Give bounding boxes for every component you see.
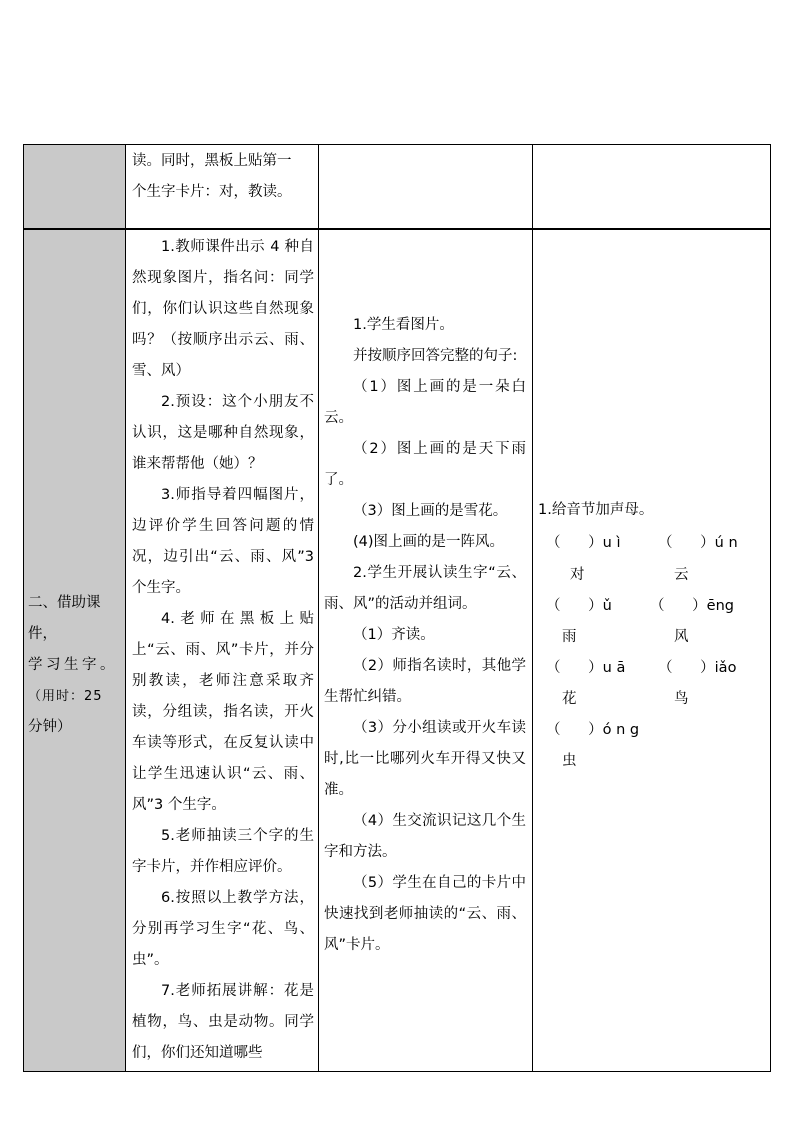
teacher-paragraph: 7.老师拓展讲解：花是植物，鸟、虫是动物。同学们，你们还知道哪些 bbox=[132, 983, 314, 1061]
student-paragraph: （2）师指名读时，其他学生帮忙纠错。 bbox=[324, 658, 526, 705]
stage-line: 分钟） bbox=[28, 719, 72, 735]
hanzi-char: 花 bbox=[562, 691, 577, 707]
student-paragraph: （1）齐读。 bbox=[353, 627, 435, 643]
table-border-top bbox=[23, 144, 771, 145]
hanzi-char: 雨 bbox=[562, 629, 577, 645]
table-column-divider bbox=[532, 144, 533, 1072]
teacher-line: 个生字卡片：对，教读。 bbox=[132, 184, 292, 200]
pinyin-blank: （ ）ǔ bbox=[546, 598, 612, 614]
table-column-divider bbox=[125, 144, 126, 1072]
hanzi-char: 云 bbox=[674, 567, 689, 583]
hanzi-char: 风 bbox=[674, 629, 689, 645]
student-paragraph: （5）学生在自己的卡片中快速找到老师抽读的“云、雨、风”卡片。 bbox=[324, 875, 526, 953]
teacher-paragraph: 3.师指导着四幅图片，边评价学生回答问题的情况，边引出“云、雨、风”3 个生字。 bbox=[132, 487, 314, 596]
teacher-activities bbox=[132, 232, 314, 1070]
stage-label bbox=[28, 588, 124, 743]
table-column-divider bbox=[318, 144, 319, 1072]
table-border-bottom bbox=[23, 1071, 771, 1072]
pinyin-blank: （ ）ú n bbox=[658, 535, 738, 551]
student-paragraph: （3）图上画的是雪花。 bbox=[353, 503, 508, 519]
student-paragraph: （2）图上画的是天下雨了。 bbox=[324, 441, 526, 488]
table-border-left bbox=[23, 144, 24, 1072]
teacher-paragraph: 6.按照以上教学方法，分别再学习生字“花、鸟、虫”。 bbox=[132, 890, 314, 968]
pinyin-blank: （ ）u ì bbox=[546, 535, 621, 551]
teacher-paragraph: 2.预设：这个小朋友不认识，这是哪种自然现象，谁来帮帮他（她）？ bbox=[132, 394, 314, 472]
stage-cell-row1 bbox=[24, 145, 125, 228]
pinyin-blank: （ ）u ā bbox=[546, 660, 626, 676]
teacher-line: 读。同时，黑板上贴第一 bbox=[132, 153, 292, 169]
student-paragraph: （3）分小组读或开火车读时,比一比哪列火车开得又快又准。 bbox=[324, 720, 526, 798]
teacher-paragraph: 4.老师在黑板上贴上“云、雨、风”卡片，并分别教读，老师注意采取齐读，分组读，指名读，开火车读等形式，在反复认读中让学生迅速认识“云、雨、风”3 个生字。 bbox=[132, 611, 314, 813]
pinyin-blank: （ ）ēng bbox=[650, 598, 734, 614]
stage-line: 学习生字。 bbox=[28, 657, 118, 673]
stage-line: 二、借助课件， bbox=[28, 595, 101, 642]
pinyin-blank: （ ）iǎo bbox=[658, 660, 737, 676]
teacher-paragraph: 5.老师抽读三个字的生字卡片，并作相应评价。 bbox=[132, 828, 314, 875]
exercise-title: 1.给音节加声母。 bbox=[538, 502, 654, 518]
exercise-cell bbox=[538, 498, 768, 778]
student-paragraph: 1.学生看图片。 bbox=[353, 317, 454, 333]
teacher-paragraph: 1.教师课件出示 4 种自然现象图片，指名问：同学们，你们认识这些自然现象吗？（按顺序出示云、雨、雪、风） bbox=[132, 239, 314, 379]
student-paragraph: 并按顺序回答完整的句子: bbox=[353, 348, 518, 364]
hanzi-char: 虫 bbox=[562, 753, 577, 769]
hanzi-char: 对 bbox=[570, 567, 585, 583]
student-activities bbox=[324, 310, 526, 961]
table-border-right bbox=[770, 144, 771, 1072]
student-paragraph: （1）图上画的是一朵白云。 bbox=[324, 379, 526, 426]
student-paragraph: (4)图上画的是一阵风。 bbox=[353, 534, 505, 550]
student-paragraph: 2.学生开展认读生字“云、雨、风”的活动并组词。 bbox=[324, 565, 526, 612]
hanzi-char: 鸟 bbox=[674, 691, 689, 707]
student-paragraph: （4）生交流识记这几个生字和方法。 bbox=[324, 813, 526, 860]
stage-line: （用时：25 bbox=[28, 689, 103, 704]
pinyin-blank: （ ）ó n g bbox=[546, 722, 640, 738]
table-row-divider bbox=[23, 228, 771, 230]
teacher-cell-row1 bbox=[132, 146, 312, 208]
